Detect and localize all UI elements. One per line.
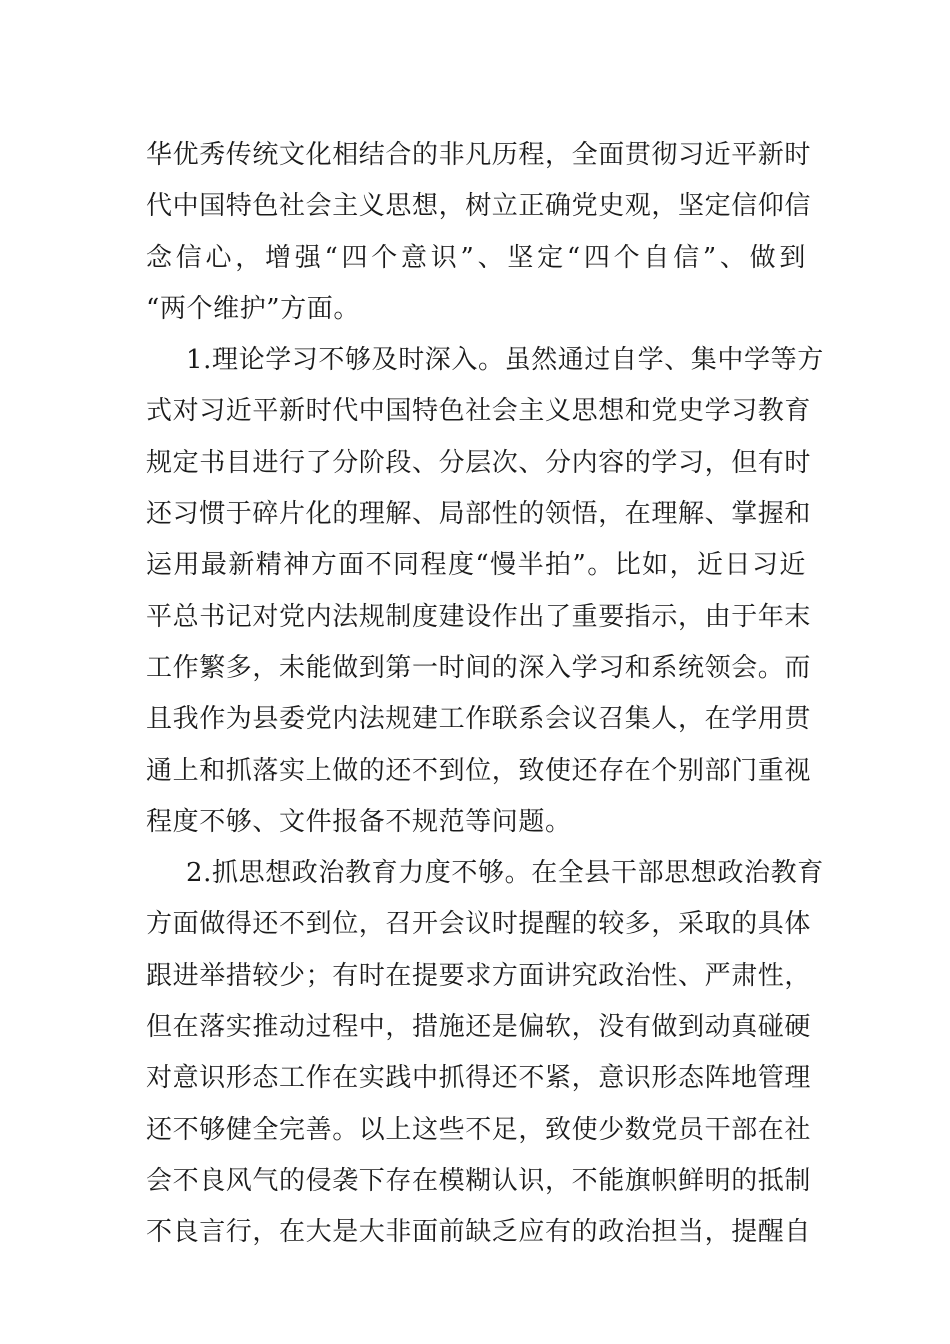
text-line: 通上和抓落实上做的还不到位，致使还存在个别部门重视: [146, 755, 812, 786]
text-line: 1.理论学习不够及时深入。虽然通过自学、集中学等方: [186, 345, 824, 376]
text-line: 还不够健全完善。以上这些不足，致使少数党员干部在社: [146, 1114, 812, 1145]
text-line: 运用最新精神方面不同程度“慢半拍”。比如，近日习近: [146, 550, 806, 581]
text-line: 不良言行，在大是大非面前缺乏应有的政治担当，提醒自: [146, 1217, 812, 1248]
text-line: 式对习近平新时代中国特色社会主义思想和党史学习教育: [146, 396, 812, 427]
text-line: 华优秀传统文化相结合的非凡历程，全面贯彻习近平新时: [146, 140, 812, 170]
text-line: 对意识形态工作在实践中抓得还不紧，意识形态阵地管理: [146, 1063, 812, 1094]
text-line: 程度不够、文件报备不规范等问题。: [146, 806, 572, 837]
text-line: “两个维护”方面。: [146, 293, 360, 324]
text-line: 会不良风气的侵袭下存在模糊认识，不能旗帜鲜明的抵制: [146, 1165, 812, 1196]
paragraph-item-1: [146, 335, 824, 848]
paragraph-item-2: [146, 848, 824, 1258]
text-line: 平总书记对党内法规制度建设作出了重要指示，由于年末: [146, 601, 812, 632]
paragraph-continuation: [146, 130, 812, 335]
text-line: 且我作为县委党内法规建工作联系会议召集人，在学用贯: [146, 704, 812, 735]
text-line: 2.抓思想政治教育力度不够。在全县干部思想政治教育: [186, 858, 824, 889]
text-line: 方面做得还不到位，召开会议时提醒的较多，采取的具体: [146, 909, 812, 940]
text-line: 还习惯于碎片化的理解、局部性的领悟，在理解、掌握和: [146, 499, 812, 530]
text-line: 念信心，增强“四个意识”、坚定“四个自信”、做到: [146, 242, 806, 273]
text-line: 但在落实推动过程中，措施还是偏软，没有做到动真碰硬: [146, 1012, 812, 1043]
text-line: 规定书目进行了分阶段、分层次、分内容的学习，但有时: [146, 447, 812, 478]
document-body: [146, 130, 824, 1259]
text-line: 跟进举措较少；有时在提要求方面讲究政治性、严肃性，: [146, 960, 812, 991]
text-line: 代中国特色社会主义思想，树立正确党史观，坚定信仰信: [146, 191, 812, 222]
text-line: 工作繁多，未能做到第一时间的深入学习和系统领会。而: [146, 652, 812, 683]
